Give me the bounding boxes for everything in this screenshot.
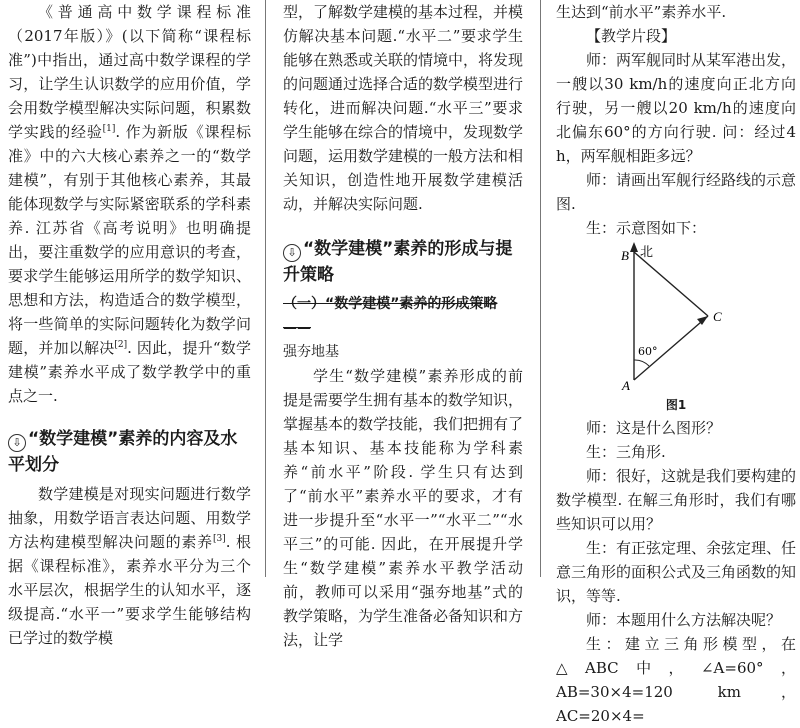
section-heading: ⇩ “数学建模”素养的内容及水平划分 (8, 429, 238, 475)
dialogue-line: 生：示意图如下： (586, 219, 707, 237)
column-divider (265, 0, 266, 577)
figure-caption: 图1 (665, 398, 687, 412)
dialogue-line: 生：三角形. (586, 443, 666, 461)
segment-title: 【教学片段】 (586, 27, 677, 45)
angle-label: 60° (638, 345, 658, 358)
column-right (556, 0, 797, 725)
dialogue-line: 师：请画出军舰行经路线的示意图. (556, 171, 797, 213)
north-arrowhead (630, 242, 638, 252)
column-divider (540, 0, 541, 577)
body-paragraph: 学生“数学建模”素养形成的前提是需要学生拥有基本的数学知识，掌握基本的数学技能，我们把拥有了基本知识、基本技能称为学科素养“前水平”阶段. 学生只有达到了“前水平”素养水平的要求，才有进一步提升至“水平一”“水平二”“水平三”的可能. 因此，在开展提升学生“数学建模”素养水平教学活动前，教师可以采用“强夯地基”式的教学策略，为学生准备必备知识和方法，让学 (283, 367, 524, 649)
reference-mark: [2] (114, 340, 128, 350)
column-left (8, 0, 251, 647)
section-heading: ⇩ “数学建模”素养的形成与提升策略 (283, 239, 513, 285)
triangle-diagram (556, 240, 796, 396)
down-arrow-icon: ⇩ (283, 244, 301, 262)
body-paragraph: 数学建模是对现实问题进行数学抽象，用数学语言表达问题、用数学方法构建模型解决问题的素养[3]. 根据《课程标准》，素养水平分为三个水平层次，根据学生的认知水平，逐级提高.“水平一”要求学生能够结构已学过的数学模 (8, 485, 251, 647)
intro-paragraph: 《普通高中数学课程标准（2017年版）》(以下简称“课程标准”)中指出，通过高中数学课程的学习，让学生认识数学的应用价值，学会用数学模型解决实际问题，积累数学实践的经验[1]. 作为新版《课程标准》中的六大核心素养之一的“数学建模”，有别于其他核心素养，其最能体现数学与实际紧密联系的学科素养. 江苏省《高考说明》也明确提出，要注重数学的应用意识的考查，要求学生能够运用所学的数学知识、思想和方法，构造适合的数学模型，将一些简单的实际问题转化为数学问题，并加以解决[2]. 因此，提升“数学建模”素养水平成了数学教学中的重点之一. (8, 3, 251, 405)
dialogue-line: 师：本题用什么方法解决呢？ (586, 611, 782, 629)
vertex-label-c: C (713, 309, 722, 324)
reference-mark: [1] (102, 124, 116, 134)
reference-mark: [3] (212, 534, 226, 544)
dialogue-line: 师：两军舰同时从某军港出发，一艘以30 km/h的速度向正北方向行驶，另一艘以20 km/h的速度向北偏东60°的方向行驶. 问：经过4 h，两军舰相距多远？ (556, 51, 797, 165)
dialogue-line: 生：有正弦定理、余弦定理、任意三角形的面积公式及三角函数的知识，等等. (556, 539, 797, 605)
dialogue-line: 师：很好，这就是我们要构建的数学模型. 在解三角形时，我们有哪些知识可以用？ (556, 467, 797, 533)
column-middle (283, 0, 524, 649)
vertex-label-a: A (622, 378, 630, 393)
angle-arc (634, 360, 649, 366)
triangle-figure (556, 240, 796, 396)
down-arrow-icon: ⇩ (8, 434, 26, 452)
subsection-heading: （一）“数学建模”素养的形成策略—— (283, 296, 498, 336)
dialogue-line: 师：这是什么图形？ (586, 419, 722, 437)
body-paragraph: 型，了解数学建模的基本过程，并模仿解决基本问题.“水平二”要求学生能够在熟悉或关联的情境中，将发现的问题通过选择合适的数学模型进行转化，进而解决问题.“水平三”要求学生能够在综合的情境中，发现数学问题，运用数学建模的一般方法和相关知识，创造性地开展数学建模活动，并解决实际问题. (283, 3, 524, 213)
dialogue-line: 生：建立三角形模型，在△ABC中，∠A=60°，AB=30×4=120 km，AC=20×4= (556, 635, 796, 725)
side-bc (634, 252, 708, 316)
vertex-label-b: B (621, 248, 629, 263)
body-paragraph: 生达到“前水平”素养水平. (556, 3, 727, 21)
north-label: 北 (640, 245, 654, 260)
subsection-heading-cont: 强夯地基 (283, 344, 339, 360)
